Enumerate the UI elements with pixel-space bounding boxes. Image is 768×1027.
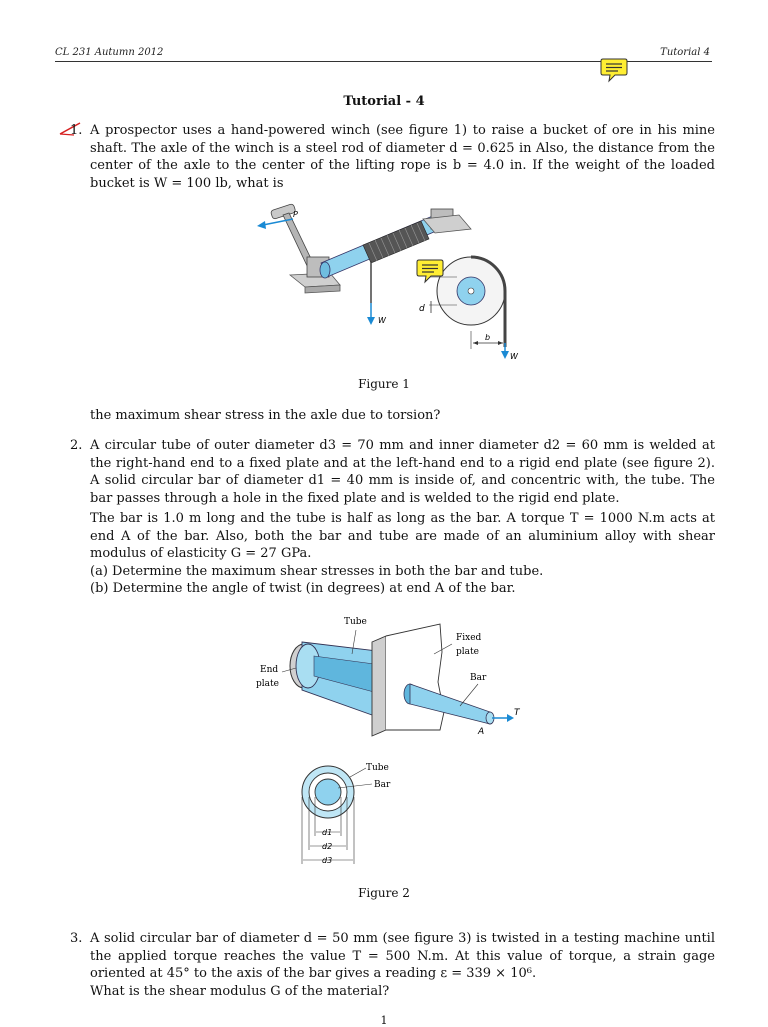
label-d3: d3 xyxy=(322,856,333,865)
comment-note-icon[interactable] xyxy=(600,57,628,83)
page-number: 1 xyxy=(380,1014,388,1027)
label-t: T xyxy=(514,708,520,718)
label-tube: Tube xyxy=(344,617,367,627)
question-number: 1. xyxy=(70,123,83,138)
label-bar-section: Bar xyxy=(374,780,391,790)
question-2 xyxy=(70,437,715,598)
header-course: CL 231 Autumn 2012 xyxy=(55,47,164,58)
label-end-plate: plate xyxy=(256,679,279,689)
question-2-paragraph-1: A circular tube of outer diameter d3 = 70 mm and inner diameter d2 = 60 mm is welded at the right-hand end to a fixed plate and at the left-hand end to a rigid end plate (see figure 2). A solid circular bar of diameter d1 = 40 mm is inside of, and concentric with, the tube. The bar passes through a hole in the fixed plate and is welded to the rigid end plate. xyxy=(90,438,715,506)
figure-1-winch-diagram xyxy=(245,195,535,367)
label-tube-section: Tube xyxy=(366,763,389,773)
label-w-left: W xyxy=(378,316,386,325)
label-end: End xyxy=(260,665,279,675)
label-d2: d2 xyxy=(322,842,333,851)
figure-2-caption: Figure 2 xyxy=(358,886,410,900)
question-number: 2. xyxy=(70,438,83,453)
label-bar: Bar xyxy=(470,673,487,683)
label-d: d xyxy=(419,304,425,314)
question-1-continuation: the maximum shear stress in the axle due to torsion? xyxy=(90,408,441,423)
question-number: 3. xyxy=(70,931,83,946)
question-3-text: A solid circular bar of diameter d = 50 mm (see figure 3) is twisted in a testing machine until the applied torque reaches the value T = 500 N.m. At this value of torque, a strain gage oriented at 45° to the axis of the bar gives a reading ε = 339 × 10⁶. xyxy=(90,931,715,981)
figure-1-caption: Figure 1 xyxy=(358,377,410,391)
label-a: A xyxy=(478,727,485,737)
question-text: A prospector uses a hand-powered winch (see figure 1) to raise a bucket of ore in his mine shaft. The axle of the winch is a steel rod of diameter d = 0.625 in Also, the distance from the center of the axle to the center of the lifting rope is b = 4.0 in. If the weight of the loaded bucket is W = 100 lb, what is xyxy=(90,123,715,191)
label-w-right: W xyxy=(510,352,518,361)
question-3 xyxy=(70,930,715,1000)
label-b: b xyxy=(485,333,491,342)
question-1 xyxy=(70,122,715,192)
label-p: P xyxy=(293,210,298,219)
page-title: Tutorial - 4 xyxy=(343,94,425,109)
question-2-paragraph-2: The bar is 1.0 m long and the tube is half as long as the bar. A torque T = 1000 N.m acts at end A of the bar. Also, both the bar and tube are made of an aluminium alloy with shear modulus of elasticity G = 27 GPa. xyxy=(90,511,715,561)
question-2-part-b: (b) Determine the angle of twist (in degrees) at end A of the bar. xyxy=(90,581,516,596)
question-3-last-line: What is the shear modulus G of the material? xyxy=(90,983,390,999)
comment-note-icon-figure[interactable] xyxy=(416,258,444,284)
label-d1: d1 xyxy=(322,828,333,837)
label-fixed-plate: plate xyxy=(456,647,479,657)
figure-2-tube-bar-diagram xyxy=(252,612,532,874)
label-fixed: Fixed xyxy=(456,633,482,643)
header-tutorial: Tutorial 4 xyxy=(660,47,710,58)
question-2-part-a: (a) Determine the maximum shear stresses in both the bar and tube. xyxy=(90,563,544,579)
